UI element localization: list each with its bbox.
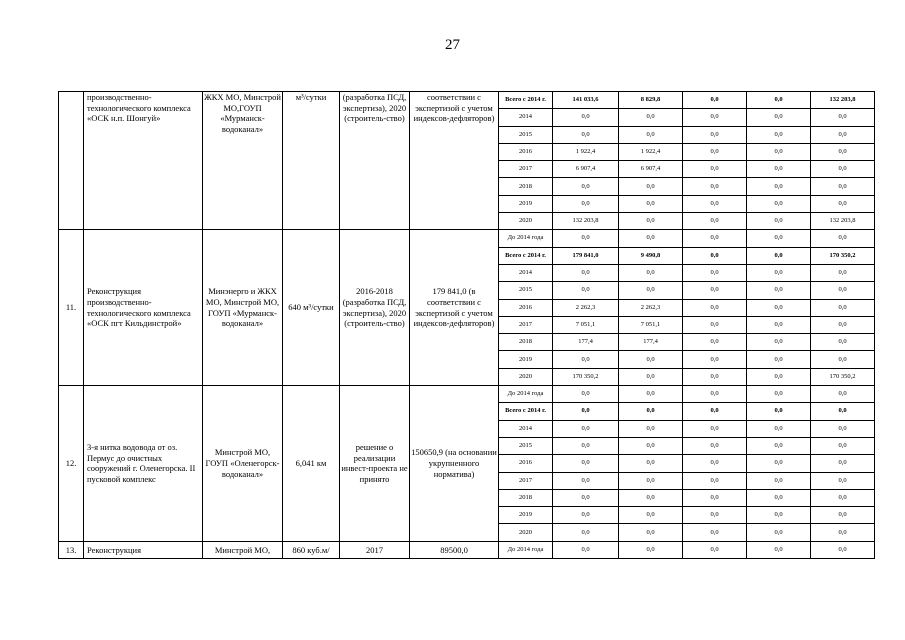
- value-federal: 0,0: [619, 213, 683, 230]
- value-total: 0,0: [553, 524, 619, 541]
- page-number: 27: [445, 37, 460, 53]
- value-regional: 0,0: [683, 213, 747, 230]
- value-other: 170 350,2: [811, 247, 875, 264]
- value-federal: 0,0: [619, 230, 683, 247]
- finance-year: До 2014 года: [499, 230, 553, 247]
- finance-year: Всего с 2014 г.: [499, 403, 553, 420]
- value-local: 0,0: [747, 524, 811, 541]
- value-other: 0,0: [811, 524, 875, 541]
- value-other: 0,0: [811, 507, 875, 524]
- value-other: 0,0: [811, 126, 875, 143]
- project-period: решение о реализации инвест-проекта не принято: [340, 386, 410, 542]
- finance-year: 2016: [499, 455, 553, 472]
- value-other: 0,0: [811, 403, 875, 420]
- value-total: 179 841,0: [553, 247, 619, 264]
- finance-year: Всего с 2014 г.: [499, 247, 553, 264]
- value-regional: 0,0: [683, 299, 747, 316]
- value-local: 0,0: [747, 247, 811, 264]
- finance-year: 2016: [499, 299, 553, 316]
- value-total: 0,0: [553, 195, 619, 212]
- project-capacity: 860 куб.м/: [283, 541, 340, 558]
- finance-year: 2018: [499, 489, 553, 506]
- project-period: (разработка ПСД, экспертиза), 2020 (строитель-ство): [340, 92, 410, 230]
- table-row: [59, 92, 875, 109]
- project-capacity: м³/сутки: [283, 92, 340, 230]
- value-regional: 0,0: [683, 351, 747, 368]
- project-number: 13.: [59, 541, 84, 558]
- table-row: [59, 386, 875, 403]
- finance-year: 2014: [499, 264, 553, 281]
- value-regional: 0,0: [683, 368, 747, 385]
- value-federal: 7 051,1: [619, 316, 683, 333]
- value-local: 0,0: [747, 143, 811, 160]
- value-regional: 0,0: [683, 472, 747, 489]
- table-row: [59, 230, 875, 247]
- project-executor: Минстрой МО,: [203, 541, 283, 558]
- value-other: 0,0: [811, 420, 875, 437]
- value-federal: 0,0: [619, 507, 683, 524]
- value-federal: 9 490,8: [619, 247, 683, 264]
- value-other: 0,0: [811, 541, 875, 558]
- project-period: 2016-2018 (разработка ПСД, экспертиза), 2020 (строитель-ство): [340, 230, 410, 386]
- value-local: 0,0: [747, 92, 811, 109]
- value-local: 0,0: [747, 264, 811, 281]
- value-federal: 0,0: [619, 126, 683, 143]
- value-local: 0,0: [747, 455, 811, 472]
- finance-year: Всего с 2014 г.: [499, 92, 553, 109]
- value-total: 0,0: [553, 230, 619, 247]
- value-regional: 0,0: [683, 195, 747, 212]
- value-total: 0,0: [553, 507, 619, 524]
- finance-year: 2018: [499, 334, 553, 351]
- value-federal: 6 907,4: [619, 161, 683, 178]
- value-federal: 0,0: [619, 195, 683, 212]
- value-total: 0,0: [553, 126, 619, 143]
- value-total: 0,0: [553, 420, 619, 437]
- value-other: 0,0: [811, 282, 875, 299]
- value-other: 0,0: [811, 351, 875, 368]
- value-total: 1 922,4: [553, 143, 619, 160]
- finance-year: 2015: [499, 282, 553, 299]
- finance-year: 2015: [499, 126, 553, 143]
- value-regional: 0,0: [683, 420, 747, 437]
- finance-year: 2017: [499, 161, 553, 178]
- project-capacity: 6,041 км: [283, 386, 340, 542]
- value-local: 0,0: [747, 282, 811, 299]
- value-regional: 0,0: [683, 143, 747, 160]
- finance-year: 2018: [499, 178, 553, 195]
- value-regional: 0,0: [683, 316, 747, 333]
- value-federal: 0,0: [619, 264, 683, 281]
- value-local: 0,0: [747, 403, 811, 420]
- value-local: 0,0: [747, 299, 811, 316]
- finance-year: До 2014 года: [499, 541, 553, 558]
- finance-year: 2017: [499, 472, 553, 489]
- value-total: 0,0: [553, 472, 619, 489]
- value-federal: 177,4: [619, 334, 683, 351]
- value-total: 7 051,1: [553, 316, 619, 333]
- project-name: производственно-технологического комплекса «ОСК н.п. Шонгуй»: [84, 92, 203, 230]
- value-other: 0,0: [811, 143, 875, 160]
- value-total: 0,0: [553, 541, 619, 558]
- value-regional: 0,0: [683, 264, 747, 281]
- value-local: 0,0: [747, 437, 811, 454]
- value-other: 0,0: [811, 109, 875, 126]
- value-local: 0,0: [747, 472, 811, 489]
- value-federal: 0,0: [619, 420, 683, 437]
- value-local: 0,0: [747, 489, 811, 506]
- value-total: 0,0: [553, 264, 619, 281]
- value-local: 0,0: [747, 386, 811, 403]
- finance-year: 2019: [499, 195, 553, 212]
- project-number: [59, 92, 84, 230]
- finance-year: 2020: [499, 213, 553, 230]
- value-federal: 0,0: [619, 403, 683, 420]
- value-federal: 1 922,4: [619, 143, 683, 160]
- value-regional: 0,0: [683, 489, 747, 506]
- value-local: 0,0: [747, 507, 811, 524]
- value-other: 0,0: [811, 230, 875, 247]
- value-other: 0,0: [811, 161, 875, 178]
- value-other: 0,0: [811, 178, 875, 195]
- value-regional: 0,0: [683, 437, 747, 454]
- value-federal: 0,0: [619, 524, 683, 541]
- value-total: 0,0: [553, 489, 619, 506]
- project-cost: соответствии с экспертизой с учетом индексов-дефляторов): [410, 92, 499, 230]
- value-other: 0,0: [811, 455, 875, 472]
- finance-year: 2020: [499, 524, 553, 541]
- value-local: 0,0: [747, 316, 811, 333]
- value-regional: 0,0: [683, 334, 747, 351]
- value-federal: 0,0: [619, 351, 683, 368]
- value-regional: 0,0: [683, 455, 747, 472]
- value-federal: 0,0: [619, 437, 683, 454]
- value-other: 0,0: [811, 489, 875, 506]
- value-local: 0,0: [747, 230, 811, 247]
- finance-year: До 2014 года: [499, 386, 553, 403]
- project-name: 3-я нитка водовода от оз. Пермус до очистных сооружений г. Оленегорска. II пусковой комплекс: [84, 386, 203, 542]
- value-total: 0,0: [553, 403, 619, 420]
- value-total: 0,0: [553, 178, 619, 195]
- value-federal: 0,0: [619, 282, 683, 299]
- project-cost: 179 841,0 (в соответствии с экспертизой с учетом индексов-дефляторов): [410, 230, 499, 386]
- value-local: 0,0: [747, 420, 811, 437]
- table-row: [59, 541, 875, 558]
- value-regional: 0,0: [683, 524, 747, 541]
- value-local: 0,0: [747, 368, 811, 385]
- value-local: 0,0: [747, 334, 811, 351]
- finance-year: 2017: [499, 316, 553, 333]
- project-cost: 89500,0: [410, 541, 499, 558]
- value-regional: 0,0: [683, 161, 747, 178]
- value-federal: 0,0: [619, 489, 683, 506]
- finance-year: 2015: [499, 437, 553, 454]
- value-regional: 0,0: [683, 126, 747, 143]
- value-total: 6 907,4: [553, 161, 619, 178]
- value-total: 0,0: [553, 437, 619, 454]
- finance-year: 2019: [499, 507, 553, 524]
- value-regional: 0,0: [683, 178, 747, 195]
- value-regional: 0,0: [683, 109, 747, 126]
- value-local: 0,0: [747, 161, 811, 178]
- value-regional: 0,0: [683, 507, 747, 524]
- value-other: 0,0: [811, 316, 875, 333]
- value-local: 0,0: [747, 351, 811, 368]
- project-number: 12.: [59, 386, 84, 542]
- value-regional: 0,0: [683, 230, 747, 247]
- value-other: 0,0: [811, 299, 875, 316]
- value-other: 132 203,8: [811, 213, 875, 230]
- value-total: 132 203,8: [553, 213, 619, 230]
- value-total: 0,0: [553, 351, 619, 368]
- value-total: 0,0: [553, 386, 619, 403]
- project-name: Реконструкция: [84, 541, 203, 558]
- value-other: 0,0: [811, 334, 875, 351]
- value-local: 0,0: [747, 213, 811, 230]
- value-federal: 0,0: [619, 455, 683, 472]
- value-other: 0,0: [811, 472, 875, 489]
- value-local: 0,0: [747, 541, 811, 558]
- value-federal: 0,0: [619, 109, 683, 126]
- finance-year: 2016: [499, 143, 553, 160]
- project-number: 11.: [59, 230, 84, 386]
- value-federal: 8 829,8: [619, 92, 683, 109]
- investment-projects-table: [58, 91, 875, 559]
- value-federal: 0,0: [619, 368, 683, 385]
- finance-year: 2014: [499, 109, 553, 126]
- value-total: 141 033,6: [553, 92, 619, 109]
- value-other: 132 203,8: [811, 92, 875, 109]
- value-federal: 0,0: [619, 386, 683, 403]
- project-name: Реконструкция производственно-технологического комплекса «ОСК пгт Кильдинстрой»: [84, 230, 203, 386]
- value-local: 0,0: [747, 109, 811, 126]
- project-cost: 150650,9 (на основании укрупненного норматива): [410, 386, 499, 542]
- finance-year: 2014: [499, 420, 553, 437]
- value-regional: 0,0: [683, 386, 747, 403]
- project-executor: Минстрой МО, ГОУП «Оленегорск-водоканал»: [203, 386, 283, 542]
- value-total: 0,0: [553, 455, 619, 472]
- value-federal: 0,0: [619, 472, 683, 489]
- value-regional: 0,0: [683, 403, 747, 420]
- value-federal: 0,0: [619, 541, 683, 558]
- value-other: 0,0: [811, 195, 875, 212]
- project-capacity: 640 м³/сутки: [283, 230, 340, 386]
- project-executor: ЖКХ МО, Минстрой МО,ГОУП «Мурманск-водоканал»: [203, 92, 283, 230]
- value-total: 0,0: [553, 109, 619, 126]
- value-total: 2 262,3: [553, 299, 619, 316]
- finance-year: 2020: [499, 368, 553, 385]
- value-other: 170 350,2: [811, 368, 875, 385]
- value-local: 0,0: [747, 195, 811, 212]
- value-federal: 0,0: [619, 178, 683, 195]
- value-other: 0,0: [811, 437, 875, 454]
- value-local: 0,0: [747, 178, 811, 195]
- value-other: 0,0: [811, 386, 875, 403]
- value-total: 170 350,2: [553, 368, 619, 385]
- project-executor: Минэнерго и ЖКХ МО, Минстрой МО, ГОУП «Мурманск-водоканал»: [203, 230, 283, 386]
- value-regional: 0,0: [683, 92, 747, 109]
- value-federal: 2 262,3: [619, 299, 683, 316]
- value-total: 177,4: [553, 334, 619, 351]
- value-total: 0,0: [553, 282, 619, 299]
- value-regional: 0,0: [683, 247, 747, 264]
- value-local: 0,0: [747, 126, 811, 143]
- value-regional: 0,0: [683, 282, 747, 299]
- finance-year: 2019: [499, 351, 553, 368]
- value-other: 0,0: [811, 264, 875, 281]
- project-period: 2017: [340, 541, 410, 558]
- value-regional: 0,0: [683, 541, 747, 558]
